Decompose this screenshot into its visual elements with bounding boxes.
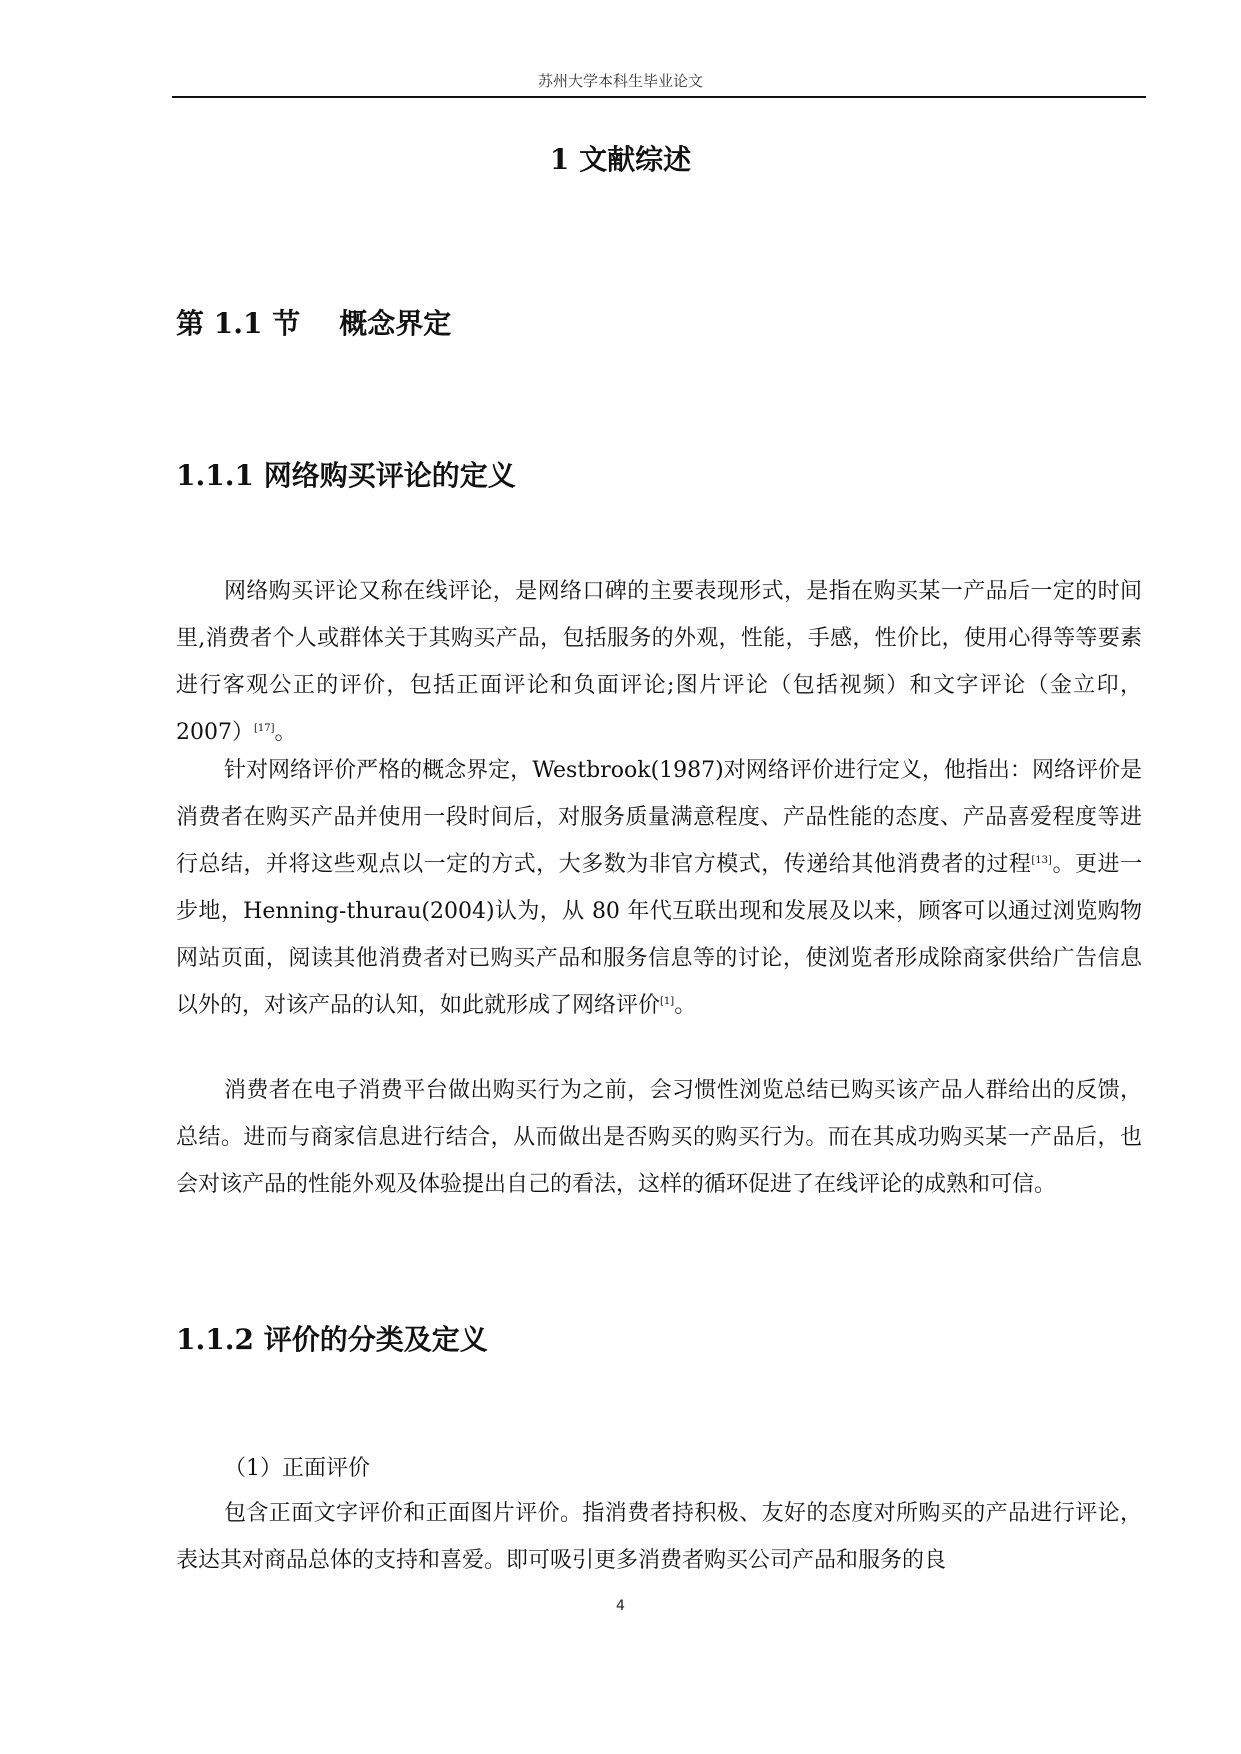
paragraph-consumer-behavior: 消费者在电子消费平台做出购买行为之前，会习惯性浏览总结已购买该产品人群给出的反馈，总结。进而与商家信息进行结合，从而做出是否购买的购买行为。而在其成功购买某一产品后，也会对该产品的性能外观及体验提出自己的看法，这样的循环促进了在线评论的成熟和可信。	[176, 1078, 1142, 1197]
list-item-positive-review: （1）正面评价	[224, 1456, 370, 1481]
subsection-title-1-1-1: 1.1.1 网络购买评论的定义	[176, 459, 516, 492]
paragraph-end: 。	[274, 720, 297, 745]
paragraph-text: 网络购买评论又称在线评论，是网络口碑的主要表现形式，是指在购买某一产品后一定的时间里,消费者个人或群体关于其购买产品，包括服务的外观，性能，手感，性价比，使用心得等等要素进行客观公正的评价，包括正面评论和负面评论;图片评论（包括视频）和文字评论（金立印，2007）	[176, 579, 1142, 745]
section-title: 第 1.1 节 概念界定	[176, 307, 452, 340]
header-divider	[172, 96, 1146, 98]
paragraph-text-continued: 。更进一步地，Henning-thurau(2004)认为，从 80 年代互联出现和发展及以来，顾客可以通过浏览购物网站页面，阅读其他消费者对已购买产品和服务信息等的讨论，使浏览者形成除商家供给广告信息以外的，对该产品的认知，如此就形成了网络评价	[176, 852, 1142, 1018]
paragraph-definition	[176, 568, 1142, 756]
citation: [1]	[660, 996, 675, 1007]
page-number: 4	[616, 1598, 625, 1614]
chapter-title: 1 文献综述	[549, 143, 692, 176]
citation: [17]	[254, 723, 275, 734]
paragraph-westbrook	[176, 747, 1142, 1029]
citation: [13]	[1031, 855, 1052, 866]
paragraph-text: 针对网络评价严格的概念界定，Westbrook(1987)对网络评价进行定义，他指出：网络评价是消费者在购买产品并使用一段时间后，对服务质量满意程度、产品性能的态度、产品喜爱程度等进行总结，并将这些观点以一定的方式，大多数为非官方模式，传递给其他消费者的过程	[176, 758, 1142, 877]
subsection-title-1-1-2: 1.1.2 评价的分类及定义	[176, 1323, 488, 1356]
paragraph-positive-review: 包含正面文字评价和正面图片评价。指消费者持积极、友好的态度对所购买的产品进行评论，表达其对商品总体的支持和喜爱。即可吸引更多消费者购买公司产品和服务的良	[176, 1501, 1142, 1573]
paragraph-end: 。	[674, 993, 697, 1018]
running-header: 苏州大学本科生毕业论文	[537, 72, 703, 90]
